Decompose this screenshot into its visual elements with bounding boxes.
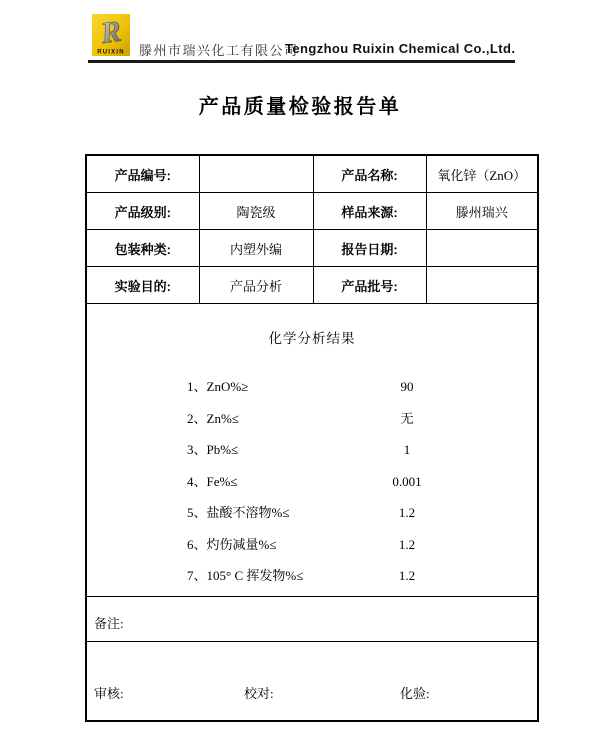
field-value-report-date [426, 230, 538, 267]
field-value-product-no [199, 155, 313, 193]
field-label-product-no: 产品编号: [86, 155, 199, 193]
field-value-test-purpose: 产品分析 [199, 267, 313, 304]
analysis-heading: 化学分析结果 [268, 331, 356, 347]
analysis-item-value: 1 [403, 442, 411, 458]
analysis-item [87, 403, 537, 435]
field-value-product-grade: 陶瓷级 [199, 193, 313, 230]
analysis-item-value: 无 [400, 410, 414, 426]
analysis-item-label: 7、105° C 挥发物%≤ [187, 568, 304, 584]
remark-cell [86, 597, 538, 642]
field-value-batch-no [426, 267, 538, 304]
analysis-item [87, 466, 537, 498]
company-logo [92, 14, 130, 56]
analysis-row-group [86, 304, 538, 597]
analysis-item-label: 4、Fe%≤ [187, 473, 238, 489]
logo-letter-r: R [98, 14, 124, 51]
info-row [86, 230, 538, 267]
field-value-sample-source: 滕州瑞兴 [426, 193, 538, 230]
info-row [86, 193, 538, 230]
analysis-item [87, 529, 537, 561]
remark-row-group [86, 597, 538, 642]
field-label-report-date: 报告日期: [313, 230, 426, 267]
info-row [86, 267, 538, 304]
signature-label-proofreader: 校对: [244, 686, 274, 701]
field-label-sample-source: 样品来源: [313, 193, 426, 230]
analysis-item [87, 560, 537, 592]
field-label-product-name: 产品名称: [313, 155, 426, 193]
signature-label-analyst: 化验: [400, 686, 430, 701]
company-name-cn: 滕州市瑞兴化工有限公司 [139, 43, 299, 58]
field-label-batch-no: 产品批号: [313, 267, 426, 304]
analysis-list [87, 371, 537, 592]
analysis-item-label: 3、Pb%≤ [187, 442, 239, 458]
report-table [85, 154, 539, 722]
analysis-item [87, 371, 537, 403]
info-row [86, 155, 538, 193]
analysis-item-value: 0.001 [392, 473, 422, 489]
analysis-item-label: 6、灼伤减量%≤ [187, 536, 277, 552]
analysis-item-value: 1.2 [398, 536, 416, 552]
field-value-package-type: 内塑外编 [199, 230, 313, 267]
analysis-item [87, 434, 537, 466]
analysis-item-value: 1.2 [398, 568, 416, 584]
remark-label: 备注: [94, 616, 124, 631]
signature-label-reviewer: 审核: [94, 686, 124, 701]
analysis-section [86, 304, 538, 597]
logo-brand-text: RUIXIN [97, 49, 125, 56]
signature-row-group [86, 642, 538, 722]
field-value-product-name: 氧化锌（ZnO） [426, 155, 538, 193]
company-name-en: Tengzhou Ruixin Chemical Co.,Ltd. [285, 41, 516, 56]
analysis-item-label: 1、ZnO%≥ [187, 379, 249, 395]
analysis-item-label: 5、盐酸不溶物%≤ [187, 505, 290, 521]
field-label-test-purpose: 实验目的: [86, 267, 199, 304]
signature-cell [86, 642, 538, 722]
field-label-product-grade: 产品级别: [86, 193, 199, 230]
analysis-item [87, 497, 537, 529]
report-title: 产品质量检验报告单 [198, 96, 402, 118]
field-label-package-type: 包装种类: [86, 230, 199, 267]
analysis-item-value: 90 [400, 379, 414, 395]
header-divider [88, 60, 515, 63]
analysis-item-value: 1.2 [398, 505, 416, 521]
analysis-item-label: 2、Zn%≤ [187, 410, 239, 426]
